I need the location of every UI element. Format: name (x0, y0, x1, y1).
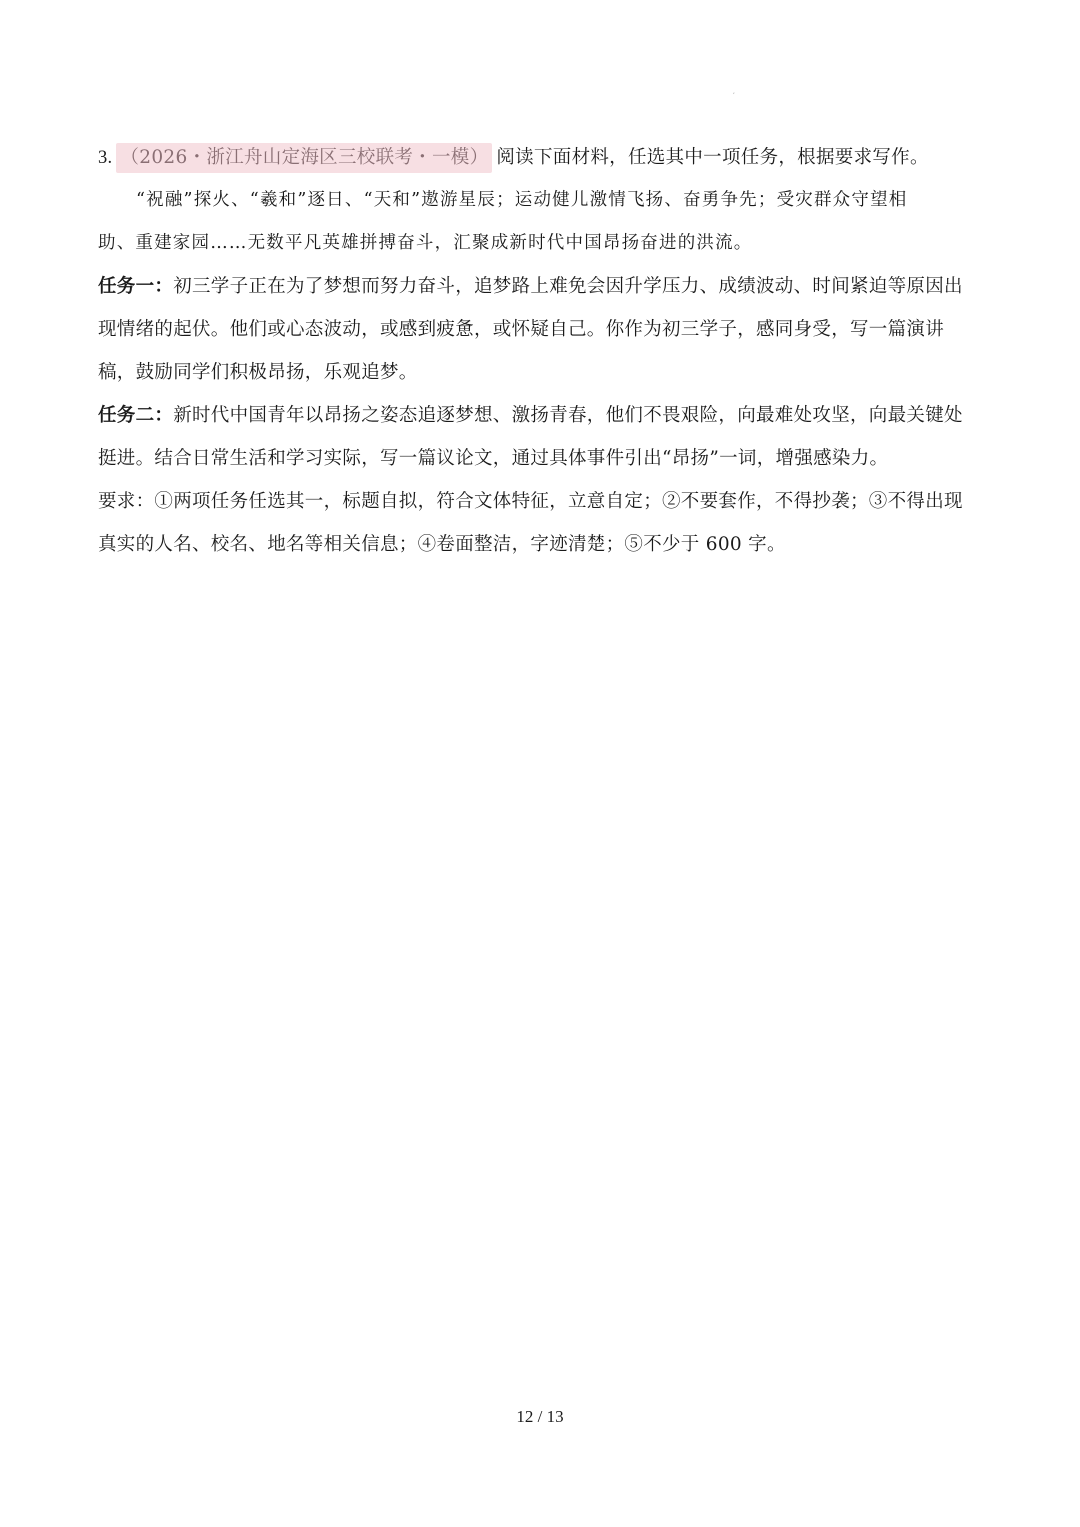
question-source-tag: （2026・浙江舟山定海区三校联考・一模） (116, 143, 492, 173)
question-prompt: 阅读下面材料，任选其中一项任务，根据要求写作。 (496, 147, 929, 168)
corner-mark: , (733, 88, 735, 95)
task-two-line-2: 挺进。结合日常生活和学习实际，写一篇议论文，通过具体事件引出“昂扬”一词，增强感染力。 (98, 448, 889, 469)
task-two-text-1: 新时代中国青年以昂扬之姿态追逐梦想、激扬青春，他们不畏艰险，向最难处攻坚，向最关键处 (173, 405, 963, 426)
requirements-line-1: 要求：①两项任务任选其一，标题自拟，符合文体特征，立意自定；②不要套作，不得抄袭；③不得出现 (98, 491, 963, 512)
task-one-line-2: 现情绪的起伏。他们或心态波动，或感到疲惫，或怀疑自己。你作为初三学子，感同身受，写一篇演讲 (98, 319, 945, 340)
task-one-line-1 (98, 265, 978, 308)
task-two-label: 任务二： (98, 405, 174, 426)
task-one (98, 265, 978, 394)
material-line-1: “祝融”探火、“羲和”逐日、“天和”遨游星辰；运动健儿激情飞扬、奋勇争先；受灾群众守望相 (136, 190, 908, 210)
task-two-line-1 (98, 394, 978, 437)
material-paragraph (98, 179, 978, 265)
task-one-label: 任务一： (98, 276, 174, 297)
task-one-line-3: 稿，鼓励同学们积极昂扬，乐观追梦。 (98, 362, 418, 383)
requirements-line-2: 真实的人名、校名、地名等相关信息；④卷面整洁，字迹清楚；⑤不少于 600 字。 (98, 534, 786, 555)
task-one-text-1: 初三学子正在为了梦想而努力奋斗，追梦路上难免会因升学压力、成绩波动、时间紧迫等原因出 (173, 276, 963, 297)
page-number: 12 / 13 (516, 1407, 564, 1426)
requirements (98, 480, 978, 566)
task-two (98, 394, 978, 480)
question-number: 3. (98, 148, 113, 168)
material-line-2: 助、重建家园……无数平凡英雄拼搏奋斗，汇聚成新时代中国昂扬奋进的洪流。 (98, 233, 753, 253)
question-block (98, 136, 978, 566)
question-header (98, 136, 978, 179)
